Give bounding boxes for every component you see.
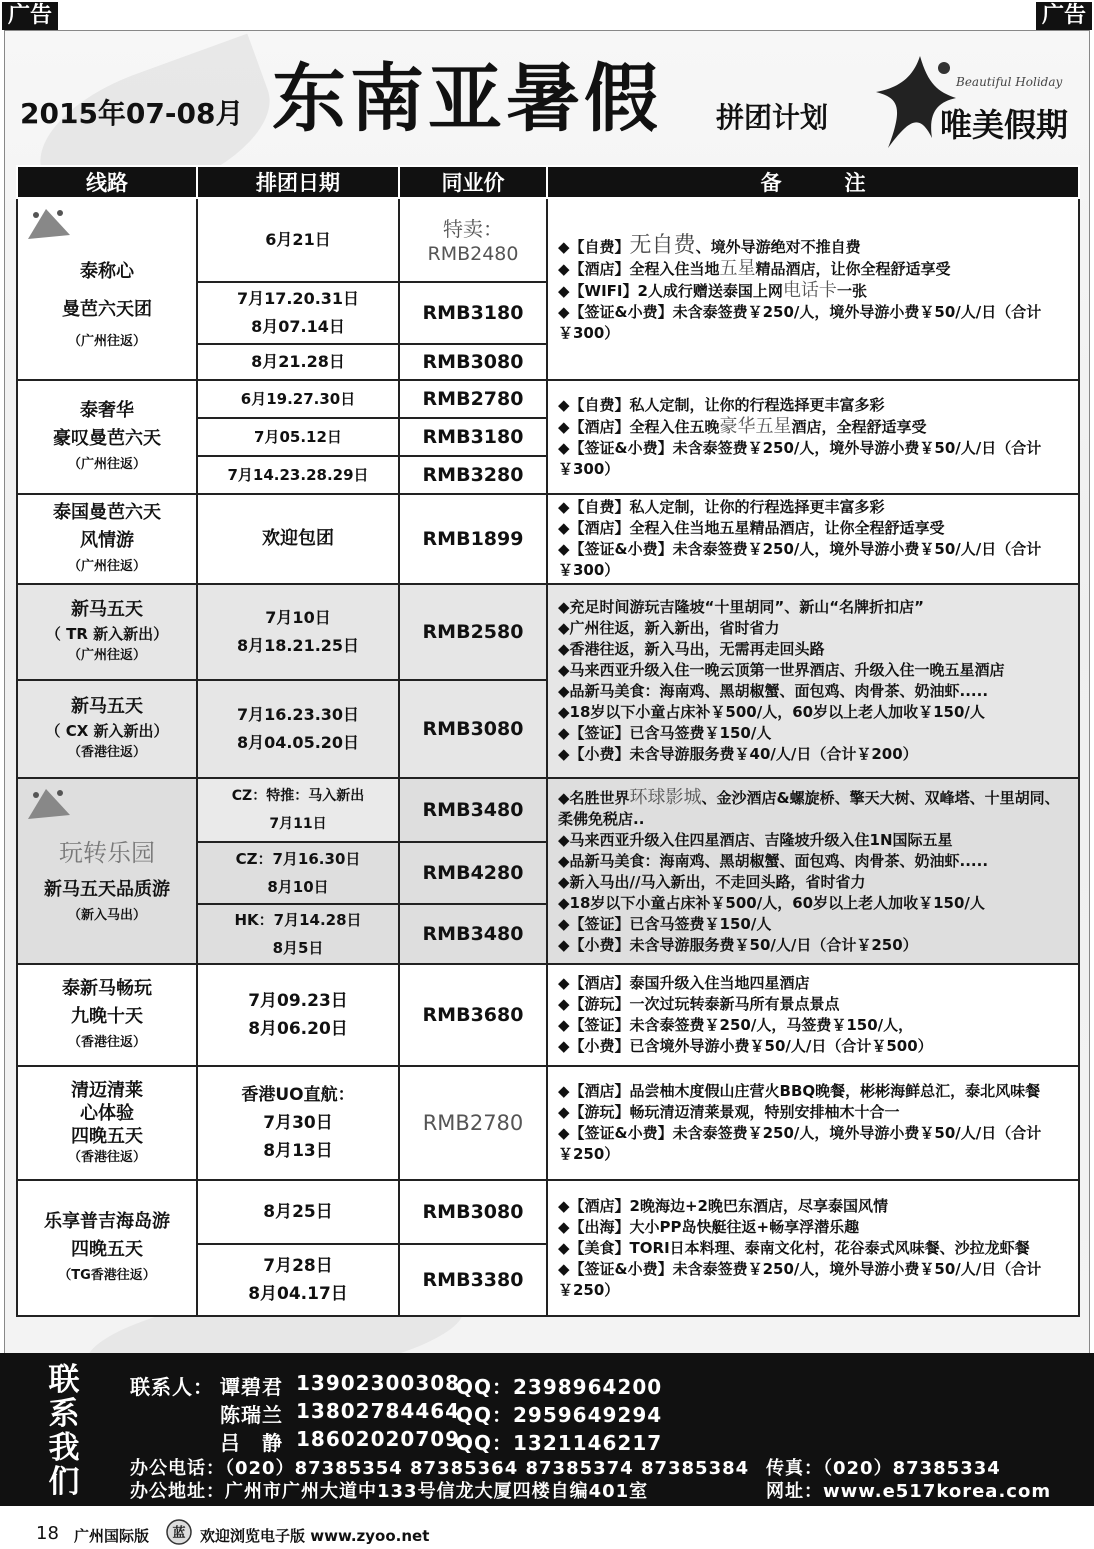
title-year: 2015年07-08月 xyxy=(20,97,244,130)
note-line: ◆充足时间游玩吉隆坡“十里胡同”、新山“名牌折扣店” xyxy=(558,598,924,616)
note-line: ◆马来西亚升级入住四星酒店、吉隆坡升级入住1N国际五星 xyxy=(558,830,953,849)
route-name: 新马五天 xyxy=(71,696,143,717)
note-line: ◆名胜世界环球影城、金沙酒店&螺旋桥、擎天大树、双峰塔、十里胡同、柔佛免税店.. xyxy=(558,786,1060,828)
note-line: ◆【出海】大小PP岛快艇往返+畅享浮潜乐趣 xyxy=(558,1217,860,1236)
price-cell: RMB1899 xyxy=(399,494,547,584)
note-line: ◆【酒店】全程入住当地五星精品酒店，让你全程舒适享受 xyxy=(558,257,951,279)
date-text: HK：7月14.28日 xyxy=(234,911,362,929)
contact-phone[interactable]: 13802784464 xyxy=(296,1399,461,1423)
note-line: ◆18岁以下小童占床补￥500/人，60岁以上老人加收￥150/人 xyxy=(558,703,985,721)
note-line: ◆【游玩】一次过玩转泰新马所有景点景点 xyxy=(558,995,840,1013)
price-cell xyxy=(399,198,547,282)
col-header-price: 同业价 xyxy=(399,166,547,198)
note-line: ◆【签证】已含马签费￥150/人 xyxy=(558,724,772,742)
contact-name: 谭碧君 xyxy=(220,1375,283,1399)
contact-qq: QQ：1321146217 xyxy=(456,1431,663,1455)
table-row xyxy=(17,778,1079,842)
route-cell xyxy=(17,1066,197,1180)
date-text: 7月11日 xyxy=(269,816,327,832)
note-line: ◆【签证&小费】未含泰签费￥250/人，境外导游小费￥50/人/日（合计￥300） xyxy=(558,438,1042,478)
note-line: ◆【签证】已含马签费￥150/人 xyxy=(558,914,772,933)
page-number: 18 xyxy=(36,1523,59,1544)
contact-qq: QQ：2959649294 xyxy=(456,1403,663,1427)
date-cell: 7月14.23.28.29日 xyxy=(197,456,399,494)
note-line: ◆18岁以下小童占床补￥500/人，60岁以上老人加收￥150/人 xyxy=(558,893,985,912)
table-row xyxy=(17,964,1079,1066)
date-cell xyxy=(197,584,399,680)
contact-phone[interactable]: 18602020709 xyxy=(296,1427,461,1451)
price-cell: RMB3680 xyxy=(399,964,547,1066)
price-value: RMB2480 xyxy=(427,243,519,265)
note-line: ◆【酒店】品尝柚木度假山庄营火BBQ晚餐，彬彬海鲜总汇，泰北风味餐 xyxy=(558,1082,1041,1100)
route-name: 泰称心 xyxy=(80,261,134,282)
date-cell xyxy=(197,680,399,778)
note-line: ◆马来西亚升级入住一晚云顶第一世界酒店、升级入住一晚五星酒店 xyxy=(558,661,1005,679)
notes-cell xyxy=(547,1180,1079,1316)
notes-cell xyxy=(547,964,1079,1066)
route-departure: （香港往返） xyxy=(67,1035,146,1050)
svg-text:蓝: 蓝 xyxy=(172,1526,186,1541)
contact-phone[interactable]: 13902300308 xyxy=(296,1371,461,1395)
route-name: 新马五天 xyxy=(71,599,143,620)
route-name: 乐享普吉海岛游 xyxy=(44,1211,170,1232)
date-cell xyxy=(197,842,399,904)
contact-person-label: 联系人： xyxy=(130,1375,214,1399)
date-cell xyxy=(197,282,399,344)
route-cell xyxy=(17,1180,197,1316)
date-text: 8月5日 xyxy=(272,939,324,957)
route-cell xyxy=(17,584,197,680)
route-name: 泰新马畅玩 xyxy=(62,978,152,999)
col-header-route: 线路 xyxy=(17,166,197,198)
office-address: 办公地址：广州市广州大道中133号信龙大厦四楼自编401室 xyxy=(130,1481,649,1502)
price-cell: RMB2780 xyxy=(399,1066,547,1180)
contact-label: 联 系 我 们 xyxy=(48,1362,80,1500)
office-phone: 办公电话：（020）87385354 87385364 87385374 87385384 xyxy=(130,1458,750,1479)
route-name: （ TR 新入新出） xyxy=(45,625,169,643)
route-cell xyxy=(17,380,197,494)
price-tag: 特卖： xyxy=(443,217,503,241)
route-cell xyxy=(17,680,197,778)
route-name: 四晚五天 xyxy=(71,1125,143,1147)
route-name: 泰奢华 xyxy=(80,400,134,421)
route-departure: （TG香港往返） xyxy=(58,1268,156,1283)
note-line: ◆新入马出//马入新出，不走回头路，省时省力 xyxy=(558,872,866,891)
route-name: 九晚十天 xyxy=(71,1006,143,1027)
price-cell: RMB3380 xyxy=(399,1244,547,1316)
route-departure: （广州往返） xyxy=(67,334,146,349)
route-cell xyxy=(17,494,197,584)
date-cell xyxy=(197,198,399,282)
note-line: ◆【自费】私人定制，让你的行程选择更丰富多彩 xyxy=(558,395,885,414)
route-departure: （新入马出） xyxy=(67,908,146,923)
brand-logo xyxy=(858,48,1078,160)
price-cell: RMB3180 xyxy=(399,418,547,456)
welcome-text: 欢迎浏览电子版 www.zyoo.net xyxy=(200,1527,430,1545)
date-cell xyxy=(197,1066,399,1180)
route-name: 豪叹曼芭六天 xyxy=(53,428,161,449)
route-departure: （香港往返） xyxy=(67,745,146,760)
contact-name: 吕 静 xyxy=(220,1431,283,1455)
route-name: （ CX 新入新出） xyxy=(45,722,169,740)
date-text: 8月18.21.25日 xyxy=(236,636,360,655)
date-text: CZ：特推：马入新出 xyxy=(231,788,365,804)
table-row xyxy=(17,584,1079,680)
note-line: ◆【WIFI】2人成行赠送泰国上网电话卡一张 xyxy=(558,279,867,301)
table-row xyxy=(17,380,1079,418)
notes-cell xyxy=(547,1066,1079,1180)
route-departure: （广州往返） xyxy=(67,559,146,574)
table-header-row xyxy=(17,166,1079,198)
col-header-notes: 备 注 xyxy=(547,166,1079,198)
note-line: ◆【自费】无自费、境外导游绝对不推自费 xyxy=(558,232,861,258)
date-text: 7月09.23日 xyxy=(248,991,348,1011)
route-name: 清迈清莱 xyxy=(71,1079,143,1101)
title-subtitle: 拼团计划 xyxy=(716,101,829,134)
date-text: 7月28日 xyxy=(263,1256,333,1276)
ad-tag-right: 广告 xyxy=(1036,2,1092,30)
ad-tag-left: 广告 xyxy=(2,2,58,30)
price-cell: RMB4280 xyxy=(399,842,547,904)
note-line: ◆【签证&小费】未含泰签费￥250/人，境外导游小费￥50/人/日（合计￥250） xyxy=(558,1259,1042,1299)
date-text: 8月04.17日 xyxy=(248,1284,348,1304)
date-text: 7月30日 xyxy=(263,1113,333,1133)
note-line: ◆广州往返，新入新出，省时省力 xyxy=(558,619,780,637)
contact-name: 陈瑞兰 xyxy=(220,1403,283,1427)
note-line: ◆香港往返，新入马出，无需再走回头路 xyxy=(558,640,825,658)
date-text: 7月16.23.30日 xyxy=(236,705,360,724)
table-row xyxy=(17,1180,1079,1244)
contact-qq: QQ：2398964200 xyxy=(456,1375,663,1399)
route-table xyxy=(16,165,1080,1317)
page-title: 东南亚暑假 xyxy=(272,56,662,142)
route-cell xyxy=(17,964,197,1066)
note-line: ◆品新马美食：海南鸡、黑胡椒蟹、面包鸡、肉骨茶、奶油虾..... xyxy=(558,851,989,870)
date-cell xyxy=(197,964,399,1066)
sale-badge-icon xyxy=(24,205,74,243)
edition-label: 广州国际版 xyxy=(74,1527,150,1545)
contact-panel xyxy=(0,1353,1094,1506)
date-cell: 8月21.28日 xyxy=(197,344,399,380)
date-text: 6月21日 xyxy=(265,230,331,249)
note-line: ◆【小费】已含境外导游小费￥50/人/日（合计￥500） xyxy=(558,1037,933,1055)
date-text: 8月06.20日 xyxy=(248,1019,348,1039)
route-name: 心体验 xyxy=(80,1102,134,1124)
date-text: 8月10日 xyxy=(267,878,329,896)
note-line: ◆【小费】未含导游服务费￥40/人/日（合计￥200） xyxy=(558,745,918,763)
route-departure: （广州往返） xyxy=(67,457,146,472)
route-departure: （广州往返） xyxy=(67,648,146,663)
date-cell xyxy=(197,1244,399,1316)
note-line: ◆【自费】私人定制，让你的行程选择更丰富多彩 xyxy=(558,498,885,516)
note-line: ◆【游玩】畅玩清迈清莱景观，特别安排柚木十合一 xyxy=(558,1103,900,1121)
price-cell: RMB3080 xyxy=(399,344,547,380)
note-line: ◆【签证&小费】未含泰签费￥250/人，境外导游小费￥50/人/日（合计￥300） xyxy=(558,302,1042,342)
notes-cell xyxy=(547,584,1079,778)
price-cell: RMB2780 xyxy=(399,380,547,418)
fax-number: 传真：（020）87385334 xyxy=(766,1458,1001,1479)
price-cell: RMB2580 xyxy=(399,584,547,680)
table-row xyxy=(17,494,1079,584)
magazine-logo-icon xyxy=(166,1519,192,1545)
note-line: ◆【酒店】全程入住当地五星精品酒店，让你全程舒适享受 xyxy=(558,519,945,537)
date-cell: 8月25日 xyxy=(197,1180,399,1244)
notes-cell xyxy=(547,778,1079,964)
price-cell: RMB3480 xyxy=(399,904,547,964)
price-cell: RMB3480 xyxy=(399,778,547,842)
notes-cell xyxy=(547,198,1079,380)
notes-cell xyxy=(547,494,1079,584)
website-link[interactable]: 网址：www.e517korea.com xyxy=(766,1481,1052,1502)
route-name: 泰国曼芭六天 xyxy=(53,502,161,523)
date-cell: 欢迎包团 xyxy=(197,494,399,584)
route-name: 曼芭六天团 xyxy=(62,299,152,320)
route-name: 四晚五天 xyxy=(71,1239,143,1260)
route-cell xyxy=(17,198,197,380)
route-name: 新马五天品质游 xyxy=(44,879,170,900)
note-line: ◆【小费】未含导游服务费￥50/人/日（合计￥250） xyxy=(558,935,918,954)
note-line: ◆【签证&小费】未含泰签费￥250/人，境外导游小费￥50/人/日（合计￥300） xyxy=(558,540,1042,579)
note-line: ◆【酒店】全程入住五晚豪华五星酒店，全程舒适享受 xyxy=(558,415,927,437)
note-line: ◆【签证&小费】未含泰签费￥250/人，境外导游小费￥50/人/日（合计￥250） xyxy=(558,1124,1042,1163)
price-cell: RMB3080 xyxy=(399,680,547,778)
price-cell: RMB3180 xyxy=(399,282,547,344)
note-line: ◆【签证】未含泰签费￥250/人，马签费￥150/人， xyxy=(558,1016,914,1034)
date-cell xyxy=(197,904,399,964)
page-footer xyxy=(0,1515,1094,1549)
date-text: 7月17.20.31日 xyxy=(236,289,360,308)
date-cell: 6月19.27.30日 xyxy=(197,380,399,418)
logo-script: Beautiful Holiday xyxy=(956,75,1063,89)
date-text: 8月04.05.20日 xyxy=(236,733,360,752)
date-text: 8月07.14日 xyxy=(251,317,345,336)
date-cell xyxy=(197,778,399,842)
table-row xyxy=(17,198,1079,282)
route-cell xyxy=(17,778,197,964)
price-cell: RMB3080 xyxy=(399,1180,547,1244)
note-line: ◆【酒店】2晚海边+2晚巴东酒店，尽享泰国风情 xyxy=(558,1196,888,1215)
table-row xyxy=(17,1066,1079,1180)
route-title: 玩转乐园 xyxy=(59,839,155,867)
route-name: 风情游 xyxy=(80,530,134,551)
party-popper-icon xyxy=(24,785,74,823)
price-cell: RMB3280 xyxy=(399,456,547,494)
note-line: ◆【美食】TORI日本料理、泰南文化村，花谷泰式风味餐、沙拉龙虾餐 xyxy=(558,1238,1030,1257)
date-text: 8月13日 xyxy=(263,1141,333,1161)
date-text: CZ：7月16.30日 xyxy=(235,850,361,868)
date-text: 7月10日 xyxy=(265,608,331,627)
note-line: ◆品新马美食：海南鸡、黑胡椒蟹、面包鸡、肉骨茶、奶油虾..... xyxy=(558,682,989,700)
col-header-date: 排团日期 xyxy=(197,166,399,198)
logo-text: 唯美假期 xyxy=(940,106,1069,144)
date-text: 香港UO直航： xyxy=(241,1085,355,1105)
notes-cell xyxy=(547,380,1079,494)
route-departure: （香港往返） xyxy=(67,1149,146,1165)
date-cell: 7月05.12日 xyxy=(197,418,399,456)
note-line: ◆【酒店】泰国升级入住当地四星酒店 xyxy=(558,974,810,992)
